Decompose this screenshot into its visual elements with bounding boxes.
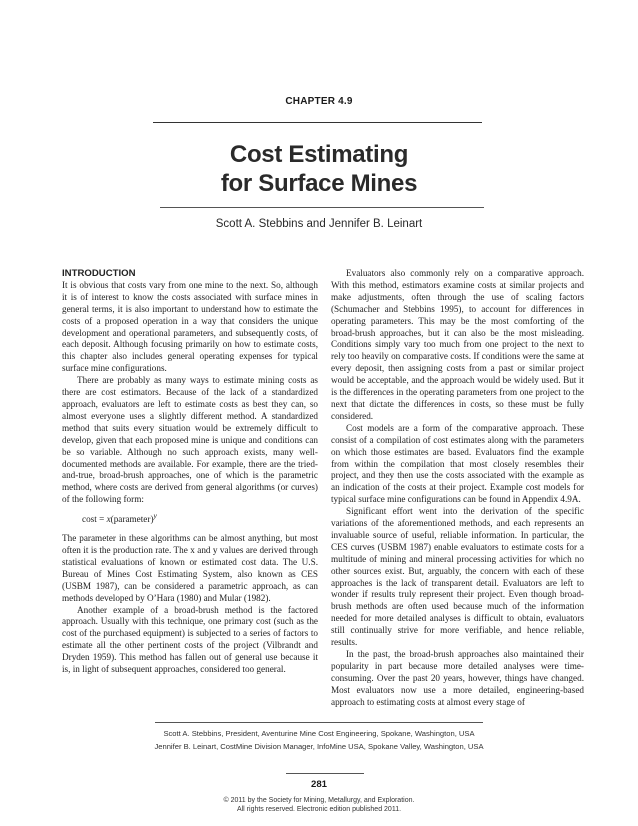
authors: Scott A. Stebbins and Jennifer B. Leinart	[215, 218, 423, 230]
footnote-rule	[155, 722, 483, 723]
formula-y: y	[153, 511, 157, 521]
footnote-author-1: Scott A. Stebbins, President, Aventurine Mine Cost Engineering, Spokane, Washington, USA	[163, 729, 475, 738]
formula-x: x	[106, 514, 111, 525]
paragraph: Significant effort went into the derivation of the specific variations of the aforementioned methods, and each represents an invaluable source of useful, reliable information. In particular, the CES curves (USBM 1987) enable evaluators to estimate costs for a multitude of mining and mineral processing activities for which no other sources exist. But, arguably, the concern with each of these approaches is the lack of transparent detail. Evaluators are left to wonder if results truly represent their project. Even though broad-brush methods are often used because much of the information needed for more detailed analyses is difficult to obtain, evaluators still continually strive for more verifiable, and hence reliable, results.	[331, 506, 584, 648]
paragraph: The parameter in these algorithms can be almost anything, but most often it is the production rate. The x and y values are derived through statistical evaluations of known or estimated cost data. The U.S. Bureau of Mines Cost Estimating System, also known as CES (USBM 1987), can be considered a parametric approach, as can methods developed by O’Hara (1980) and Mular (1982).	[62, 533, 318, 603]
paragraph: Cost models are a form of the comparative approach. These consist of a compilation of cost estimates along with the parameters on which those estimates are based. Evaluators find the example from within the compilation that most closely resembles their project, and they then use the costs associated with the example as an indication of the costs at their project. Example cost models for typical surface mine configurations can be found in Appendix 4.9A.	[331, 422, 584, 505]
formula-lhs: cost =	[82, 514, 107, 525]
title-rule	[160, 207, 484, 208]
paragraph: It is obvious that costs vary from one mine to the next. So, although it is of interest to know the costs associated with surface mines in general terms, it is also important to understand how to estimate the costs of a proposed operation in a way that considers the unique development and operational parameters, and subsequently costs, of each deposit. Although focusing primarily on how to estimate costs, this chapter also includes general operating expenses for typical surface mine configurations.	[62, 279, 318, 374]
page-number: 281	[310, 779, 327, 790]
page-number-rule	[286, 773, 364, 774]
title-line-1: Cost Estimating	[229, 141, 409, 168]
chapter-label: CHAPTER 4.9	[285, 96, 353, 107]
formula	[82, 510, 318, 526]
chapter-title	[0, 140, 638, 198]
section-heading: INTRODUCTION	[62, 268, 136, 279]
footnote-author-2: Jennifer B. Leinart, CostMine Division Manager, InfoMine USA, Spokane Valley, Washington, USA	[154, 742, 484, 751]
copyright-line-1: © 2011 by the Society for Mining, Metallurgy, and Exploration.	[223, 797, 415, 804]
header-rule	[153, 122, 482, 123]
title-line-2: for Surface Mines	[220, 170, 418, 197]
paragraph: There are probably as many ways to estimate mining costs as there are cost estimators. Because of the lack of a standardized approach, evaluators are left to estimate costs as best they can, so almost everyone uses a slightly different method. A standardized method that suits every situation would be extremely difficult to develop, given that each proposed mine is unique and conditions can be so variable. Although no such approach exists, many well-documented methods are available. For example, there are the tried-and-true, broad-brush approaches, one of which is the parametric method, where costs are derived from general algorithms (or curves) of the following form:	[62, 375, 318, 505]
left-column	[62, 268, 318, 676]
paragraph: Evaluators also commonly rely on a comparative approach. With this method, estimators examine costs at similar projects and make adjustments, often through the use of scaling factors (Schumacher and Stebbins 1995), to account for differences in operating parameters. This may be the most comforting of the broad-brush approaches, but it can also be the most misleading. Conditions simply vary too much from one project to the next to rely too heavily on comparative costs. If conditions were the same at every deposit, then assigning costs from a past or similar project would be acceptable, and the approach would be widely used. But it is the differences in the operating parameters from one project to the next that dictate the differences in costs, so these must be fully considered.	[331, 268, 584, 421]
copyright-line-2: All rights reserved. Electronic edition published 2011.	[236, 806, 402, 813]
right-column	[331, 268, 584, 709]
formula-parameter: (parameter)	[110, 514, 154, 525]
paragraph: Another example of a broad-brush method is the factored approach. Usually with this technique, one primary cost (such as the cost of the purchased equipment) is subjected to a series of factors to estimate all the other pertinent costs of the project (Vilbrandt and Dryden 1959). This method has fallen out of general use because it is, in light of subsequent approaches, considered too general.	[62, 604, 318, 675]
paragraph: In the past, the broad-brush approaches also maintained their popularity in part because more detailed analyses were time-consuming. Over the past 20 years, however, things have changed. Most evaluators now use a more detailed, engineering-based approach to estimating costs at almost every stage of	[331, 649, 584, 707]
